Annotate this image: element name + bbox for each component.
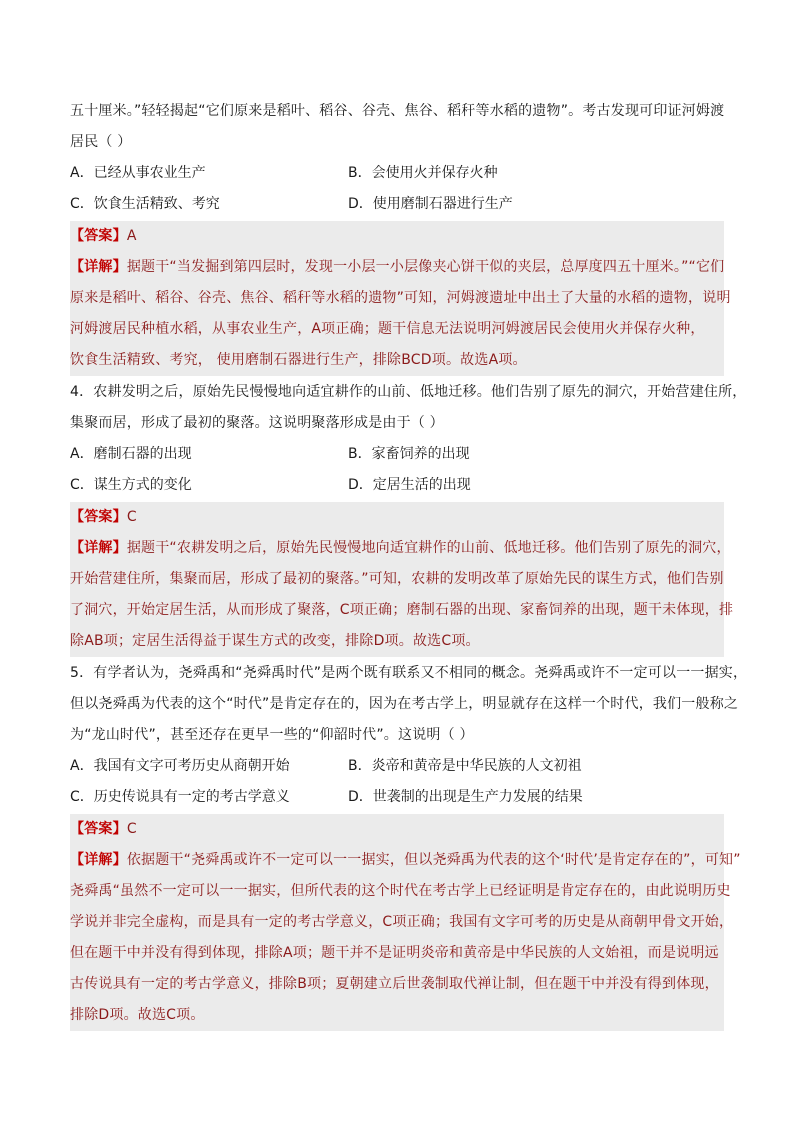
answer-box xyxy=(70,814,741,1031)
question-stem-line: 集聚而居，形成了最初的聚落。这说明聚落形成是由于（ ） xyxy=(70,415,444,431)
detail-line: 尧舜禹“虽然不一定可以一一据实，但所代表的这个时代在考古学上已经证明是肯定存在的，由此说明历史 xyxy=(70,883,731,899)
page-content xyxy=(70,96,748,1032)
answer-line xyxy=(70,502,724,533)
detail-line: 开始营建住所，集聚而居，形成了最初的聚落。”可知，农耕的发明改革了原始先民的谋生方式，他们告别 xyxy=(70,571,724,587)
question-stem-line: 为“龙山时代”，甚至还存在更早一些的“仰韶时代”。这说明（ ） xyxy=(70,727,474,743)
answer-box xyxy=(70,221,731,376)
option-a: A．我国有文字可考历史从商朝开始 xyxy=(70,758,290,774)
option-d: D．世袭制的出现是生产力发展的结果 xyxy=(348,789,583,805)
detail-text: 依据题干“尧舜禹或许不一定可以一一据实，但以尧舜禹为代表的这个‘时代’是肯定存在的”，可知” xyxy=(126,852,741,868)
option-a: A．已经从事农业生产 xyxy=(70,165,206,181)
answer-line xyxy=(70,221,724,252)
answer-tag: 【答案】 xyxy=(70,821,127,837)
detail-line: 但在题干中并没有得到体现，排除A项；题干并不是证明炎帝和黄帝是中华民族的人文始祖，而是说明远 xyxy=(70,945,719,961)
detail-line xyxy=(70,845,741,876)
question-3 xyxy=(70,96,731,376)
detail-line: 古传说具有一定的考古学意义，排除B项；夏朝建立后世袭制取代禅让制，但在题干中并没有得到体现， xyxy=(70,976,719,992)
detail-line xyxy=(70,252,724,283)
detail-line xyxy=(70,533,731,564)
detail-tag: 【详解】 xyxy=(70,852,127,868)
detail-text: 据题干“当发掘到第四层时，发现一小层一小层像夹心饼干似的夹层，总厚度四五十厘米。”“它们 xyxy=(126,259,725,275)
options-row xyxy=(70,751,724,782)
option-d: D．使用磨制石器进行生产 xyxy=(348,196,513,212)
answer-value: A xyxy=(126,228,137,244)
detail-line: 饮食生活精致、考究， 使用磨制石器进行生产，排除BCD项。故选A项。 xyxy=(70,352,527,368)
detail-line: 除AB项；定居生活得益于谋生方式的改变，排除D项。故选C项。 xyxy=(70,633,480,649)
detail-line: 学说并非完全虚构，而是具有一定的考古学意义，C项正确；我国有文字可考的历史是从商朝甲骨文开始， xyxy=(70,914,734,930)
options-row xyxy=(70,782,724,813)
detail-tag: 【详解】 xyxy=(70,259,127,275)
detail-line: 了洞穴，开始定居生活，从而形成了聚落，C项正确；磨制石器的出现、家畜饲养的出现，题干未体现，排 xyxy=(70,602,734,618)
answer-box xyxy=(70,502,734,657)
options-row xyxy=(70,189,724,220)
answer-tag: 【答案】 xyxy=(70,228,127,244)
question-stem-line: 居民（ ） xyxy=(70,134,132,150)
option-d: D．定居生活的出现 xyxy=(348,477,471,493)
answer-tag: 【答案】 xyxy=(70,509,127,525)
question-4 xyxy=(70,377,747,657)
option-c: C．历史传说具有一定的考古学意义 xyxy=(70,789,290,805)
detail-tag: 【详解】 xyxy=(70,540,127,556)
detail-line: 排除D项。故选C项。 xyxy=(70,1007,205,1023)
options-row xyxy=(70,470,724,501)
question-stem-line: 五十厘米。”轻轻揭起“它们原来是稻叶、稻谷、谷壳、焦谷、稻秆等水稻的遗物”。考古发现可印证河姆渡 xyxy=(70,103,725,119)
option-c: C．谋生方式的变化 xyxy=(70,477,192,493)
answer-value: C xyxy=(126,821,137,837)
question-stem-line: 5．有学者认为，尧舜禹和“尧舜禹时代”是两个既有联系又不相同的概念。尧舜禹或许不一定可以一一据实， xyxy=(70,665,748,681)
question-stem-line: 但以尧舜禹为代表的这个“时代”是肯定存在的，因为在考古学上，明显就存在这样一个时代，我们一般称之 xyxy=(70,696,739,712)
option-a: A．磨制石器的出现 xyxy=(70,446,192,462)
detail-text: 据题干“农耕发明之后，原始先民慢慢地向适宜耕作的山前、低地迁移。他们告别了原先的洞穴， xyxy=(126,540,731,556)
answer-value: C xyxy=(126,509,137,525)
detail-line: 原来是稻叶、稻谷、谷壳、焦谷、稻秆等水稻的遗物”可知，河姆渡遗址中出土了大量的水稻的遗物，说明 xyxy=(70,290,731,306)
option-c: C．饮食生活精致、考究 xyxy=(70,196,220,212)
question-stem-line: 4．农耕发明之后，原始先民慢慢地向适宜耕作的山前、低地迁移。他们告别了原先的洞穴，开始营建住所， xyxy=(70,384,747,400)
answer-line xyxy=(70,814,724,845)
option-b: B．会使用火并保存火种 xyxy=(348,165,498,181)
option-b: B．家畜饲养的出现 xyxy=(348,446,470,462)
detail-line: 河姆渡居民种植水稻，从事农业生产，A项正确；题干信息无法说明河姆渡居民会使用火并保存火种， xyxy=(70,321,705,337)
options-row xyxy=(70,158,724,189)
question-5 xyxy=(70,658,748,1031)
options-row xyxy=(70,439,724,470)
option-b: B．炎帝和黄帝是中华民族的人文初祖 xyxy=(348,758,582,774)
